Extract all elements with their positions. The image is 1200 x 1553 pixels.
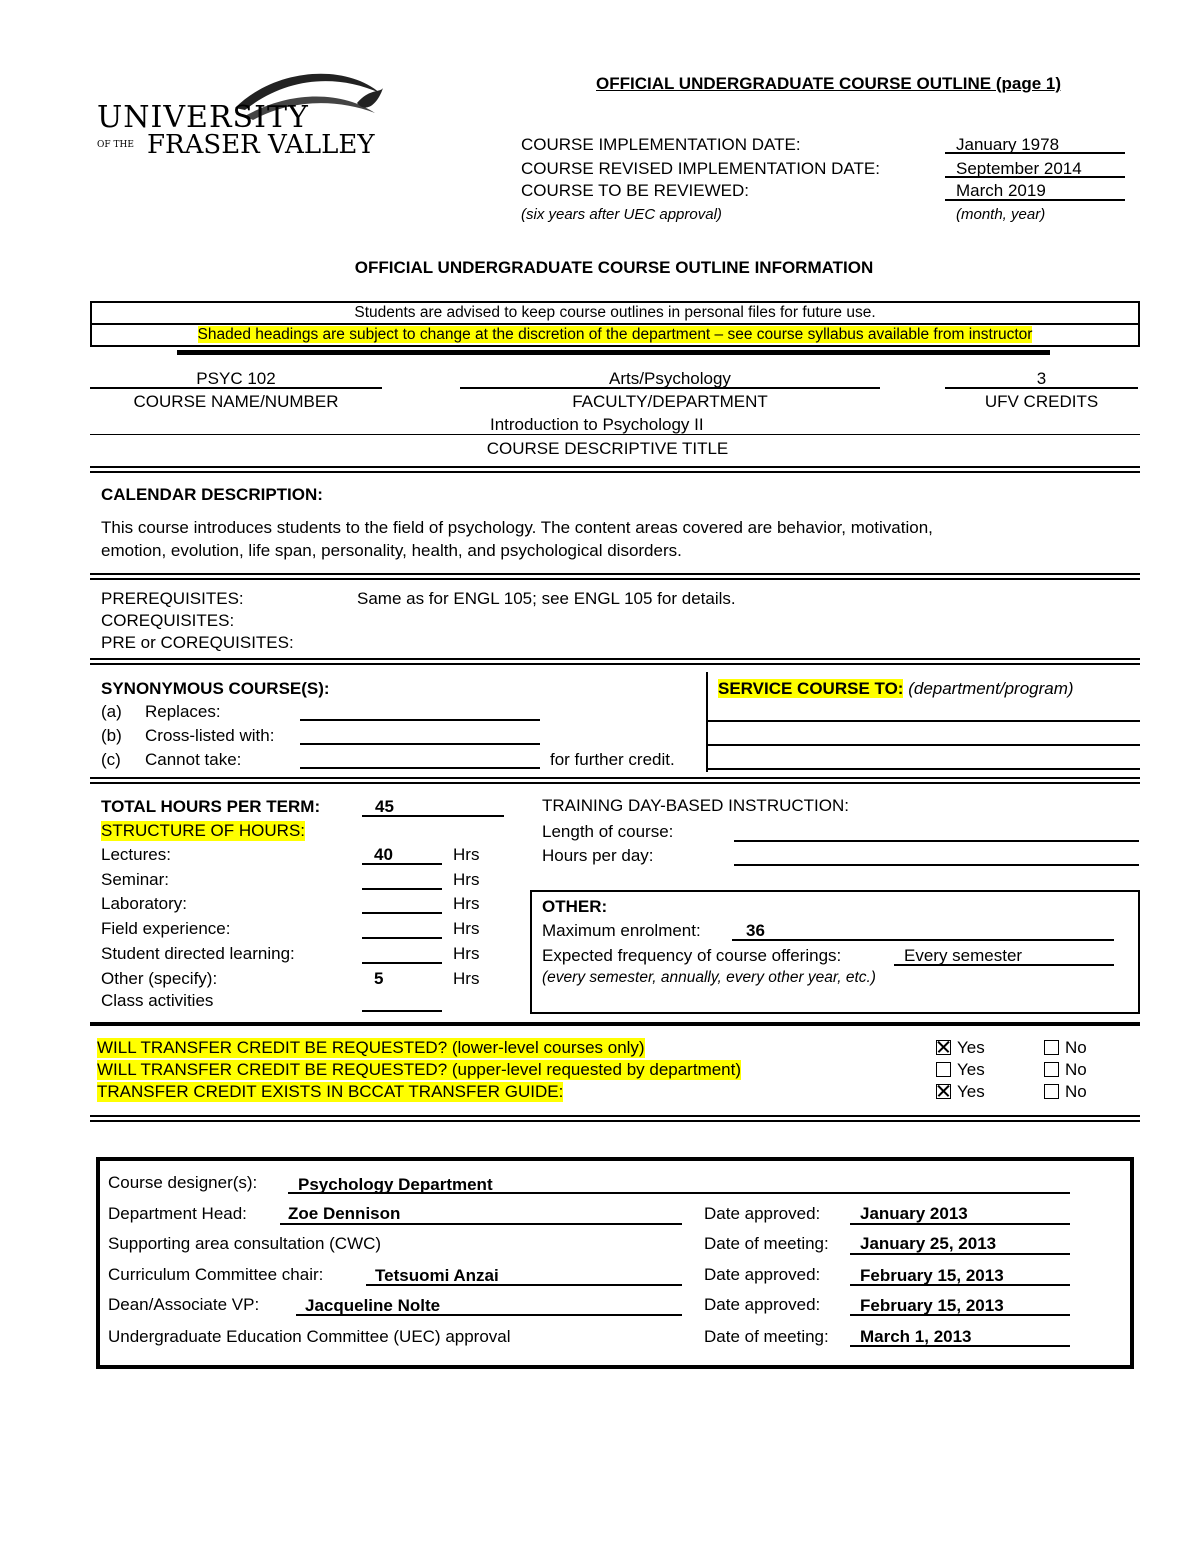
freq-note: (every semester, annually, every other year, etc.) (542, 969, 876, 986)
dean-label: Dean/Associate VP: (108, 1295, 260, 1314)
notice-line1: Students are advised to keep course outlines in personal files for future use. (354, 304, 876, 321)
q3-no-checkbox[interactable]: No (1044, 1082, 1087, 1102)
syn-c-letter: (c) (101, 750, 121, 769)
q1-yes-checkbox[interactable]: Yes (936, 1038, 985, 1058)
syn-b-label: Cross-listed with: (145, 726, 275, 745)
empty-box-icon (936, 1062, 951, 1077)
revised-date-label: COURSE REVISED IMPLEMENTATION DATE: (521, 159, 880, 178)
chair-date-label: Date approved: (704, 1265, 821, 1284)
faculty-value: Arts/Psychology (609, 369, 731, 388)
prereq-value: Same as for ENGL 105; see ENGL 105 for details. (357, 589, 736, 608)
course-name-value: PSYC 102 (196, 369, 276, 388)
preco-label: PRE or COREQUISITES: (101, 633, 294, 652)
q2-no-checkbox[interactable]: No (1044, 1060, 1087, 1080)
hrs-unit: Hrs (453, 870, 480, 889)
logo-university: UNIVERSITY (97, 100, 309, 135)
hours-row: Lectures: (101, 845, 171, 864)
chair-label: Curriculum Committee chair: (108, 1265, 324, 1284)
hours-row: Field experience: (101, 919, 231, 938)
checked-box-icon (936, 1084, 951, 1099)
calendar-line1: This course introduces students to the field of psychology. The content areas covered are behavior, motivation, (101, 518, 933, 537)
notice-line2: Shaded headings are subject to change at the discretion of the department – see course syllabus available from instructor (197, 326, 1033, 343)
chair-date-value: February 15, 2013 (860, 1266, 1004, 1285)
hours-row: Student directed learning: (101, 944, 295, 963)
total-hours-label: TOTAL HOURS PER TERM: (101, 797, 321, 816)
head-date-label: Date approved: (704, 1204, 821, 1223)
cwc-date-value: January 25, 2013 (860, 1234, 997, 1253)
freq-label: Expected frequency of course offerings: (542, 946, 842, 965)
uec-date-label: Date of meeting: (704, 1327, 829, 1346)
hours-row: Other (specify): (101, 969, 218, 988)
syn-a-letter: (a) (101, 702, 122, 721)
review-format: (month, year) (956, 206, 1046, 223)
syn-further: for further credit. (550, 750, 675, 769)
hrs-unit: Hrs (453, 845, 480, 864)
empty-box-icon (1044, 1084, 1059, 1099)
logo-of-the: OF THE (97, 140, 134, 150)
review-date-value: March 2019 (956, 181, 1046, 200)
credits-label: UFV CREDITS (984, 392, 1099, 411)
uec-date-value: March 1, 2013 (860, 1327, 972, 1346)
hrs-unit: Hrs (453, 919, 480, 938)
head-date-value: January 2013 (860, 1204, 968, 1223)
length-label: Length of course: (542, 822, 674, 841)
hrs-unit: Hrs (453, 894, 480, 913)
course-name-label: COURSE NAME/NUMBER (133, 392, 339, 411)
hours-value: 40 (374, 845, 393, 864)
checked-box-icon (936, 1040, 951, 1055)
designer-value: Psychology Department (298, 1175, 493, 1194)
hours-row: Laboratory: (101, 894, 187, 913)
max-enrol-value: 36 (746, 921, 765, 940)
credits-value: 3 (1036, 369, 1047, 388)
q3-yes-checkbox[interactable]: Yes (936, 1082, 985, 1102)
other-box (530, 890, 1140, 1014)
head-label: Department Head: (108, 1204, 247, 1223)
dean-date-label: Date approved: (704, 1295, 821, 1314)
structure-label: STRUCTURE OF HOURS: (101, 821, 305, 840)
impl-date-value: January 1978 (956, 135, 1060, 154)
other-specify: Class activities (101, 991, 214, 1010)
syn-b-letter: (b) (101, 726, 122, 745)
title-label: COURSE DESCRIPTIVE TITLE (486, 439, 729, 458)
empty-box-icon (1044, 1062, 1059, 1077)
head-value: Zoe Dennison (288, 1204, 401, 1223)
hrs-unit: Hrs (453, 969, 480, 988)
empty-box-icon (1044, 1040, 1059, 1055)
hours-value: 5 (374, 969, 384, 988)
hours-row: Seminar: (101, 870, 170, 889)
cwc-label: Supporting area consultation (CWC) (108, 1234, 382, 1253)
faculty-label: FACULTY/DEPARTMENT (572, 392, 768, 411)
transfer-q3: TRANSFER CREDIT EXISTS IN BCCAT TRANSFER GUIDE: (97, 1082, 564, 1101)
synonymous-heading: SYNONYMOUS COURSE(S): (101, 679, 330, 698)
info-title: OFFICIAL UNDERGRADUATE COURSE OUTLINE INFORMATION (354, 258, 874, 277)
page-title: OFFICIAL UNDERGRADUATE COURSE OUTLINE (page 1) (596, 74, 1061, 93)
cwc-date-label: Date of meeting: (704, 1234, 829, 1253)
syn-a-label: Replaces: (145, 702, 221, 721)
transfer-q1: WILL TRANSFER CREDIT BE REQUESTED? (lower-level courses only) (97, 1038, 645, 1057)
syn-c-label: Cannot take: (145, 750, 242, 769)
approval-box (96, 1157, 1134, 1369)
revised-date-value: September 2014 (956, 159, 1082, 178)
q1-no-checkbox[interactable]: No (1044, 1038, 1087, 1058)
review-note: (six years after UEC approval) (521, 206, 722, 223)
review-date-label: COURSE TO BE REVIEWED: (521, 181, 749, 200)
max-enrol-label: Maximum enrolment: (542, 921, 701, 940)
other-heading: OTHER: (542, 897, 608, 916)
freq-value: Every semester (904, 946, 1023, 965)
logo-fraser-valley: FRASER VALLEY (147, 130, 375, 160)
calendar-heading: CALENDAR DESCRIPTION: (101, 485, 323, 504)
calendar-line2: emotion, evolution, life span, personality, health, and psychological disorders. (101, 541, 682, 560)
designer-label: Course designer(s): (108, 1173, 258, 1192)
hrs-unit: Hrs (453, 944, 480, 963)
dean-date-value: February 15, 2013 (860, 1296, 1004, 1315)
coreq-label: COREQUISITES: (101, 611, 235, 630)
ufv-logo (95, 68, 385, 163)
title-value: Introduction to Psychology II (490, 415, 704, 434)
impl-date-label: COURSE IMPLEMENTATION DATE: (521, 135, 801, 154)
chair-value: Tetsuomi Anzai (375, 1266, 499, 1285)
service-heading: SERVICE COURSE TO: (718, 679, 904, 698)
notice-box (90, 301, 1140, 347)
total-hours-value: 45 (375, 797, 394, 816)
service-note: (department/program) (908, 679, 1074, 698)
q2-yes-checkbox[interactable]: Yes (936, 1060, 985, 1080)
uec-label: Undergraduate Education Committee (UEC) approval (108, 1327, 511, 1346)
training-heading: TRAINING DAY-BASED INSTRUCTION: (542, 796, 849, 815)
hours-per-day-label: Hours per day: (542, 846, 654, 865)
prereq-label: PREREQUISITES: (101, 589, 244, 608)
dean-value: Jacqueline Nolte (305, 1296, 441, 1315)
transfer-q2: WILL TRANSFER CREDIT BE REQUESTED? (upper-level requested by department) (97, 1060, 742, 1079)
